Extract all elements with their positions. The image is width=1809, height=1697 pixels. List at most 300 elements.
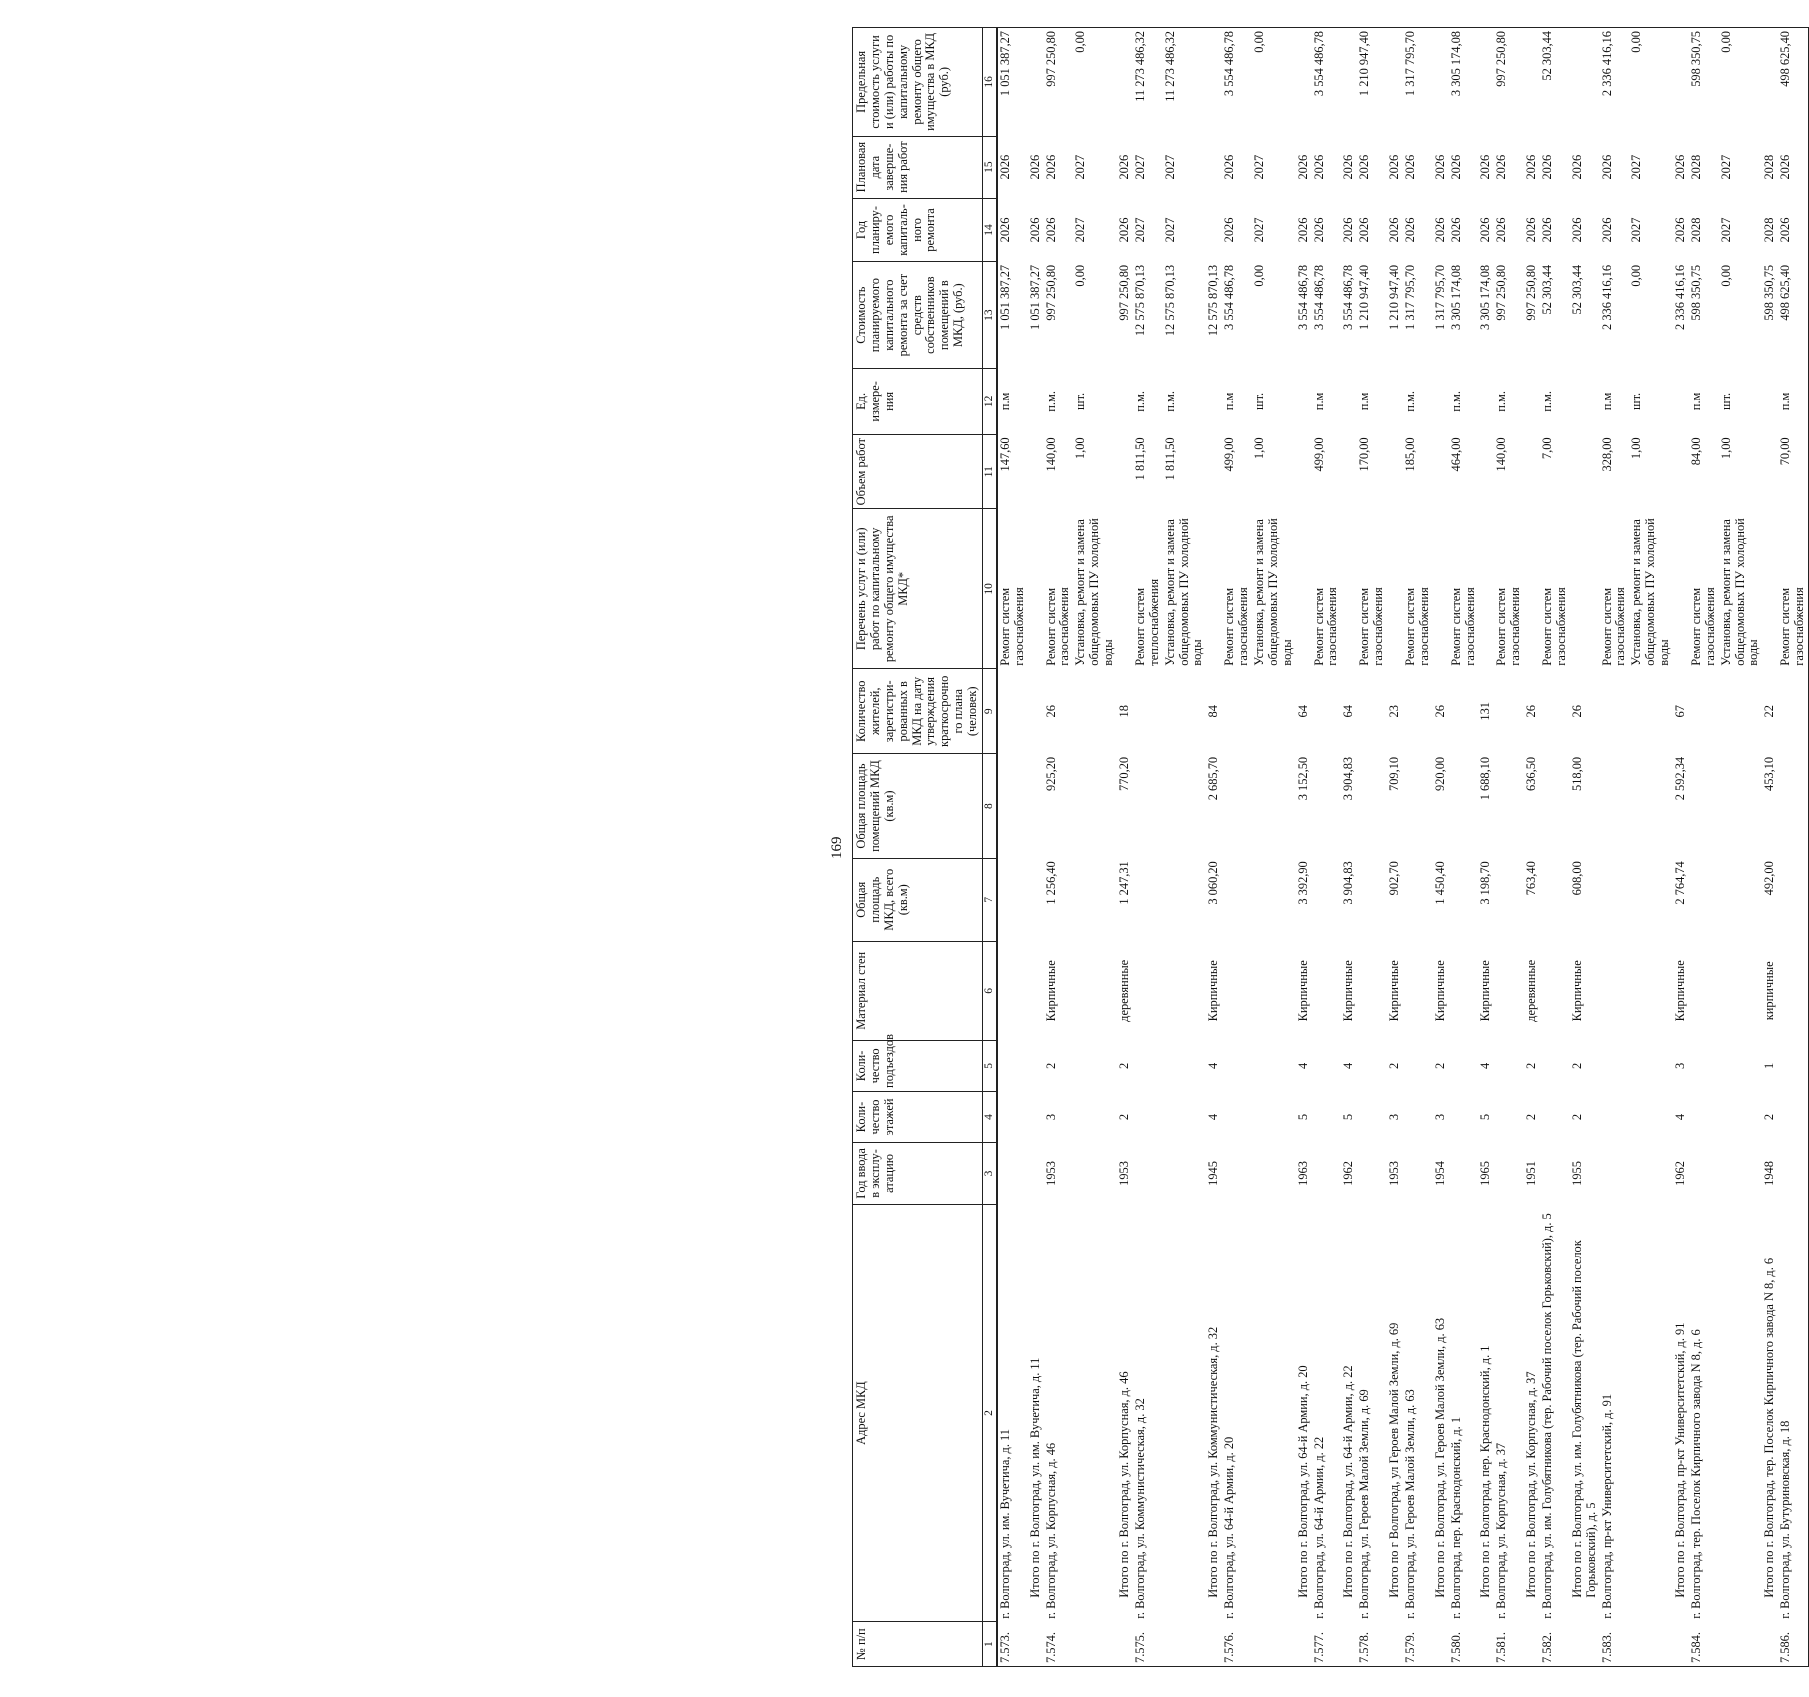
limit-cost (1341, 28, 1357, 137)
total-area (1719, 858, 1763, 941)
repair-year: 2026 (1478, 217, 1493, 243)
work-volume: 1,00 (1629, 437, 1644, 460)
repair-year: 2026 (1569, 217, 1584, 243)
year-built (1222, 1143, 1252, 1205)
address (1719, 1204, 1763, 1621)
premises-area (1600, 754, 1630, 858)
planned-cost: 997 250,80 (1494, 264, 1509, 321)
planned-cost: 3 305 174,08 (1448, 264, 1463, 330)
repair-year: 2027 (1073, 217, 1088, 243)
unit: п.м. (1494, 391, 1509, 412)
table-row (1357, 28, 1387, 1667)
planned-cost: 2 336 416,16 (1672, 264, 1687, 330)
year-built (997, 1143, 1028, 1205)
row-number: 7.579. (1403, 1622, 1433, 1667)
table-row (1222, 28, 1252, 1667)
row-number: 7.575. (1133, 1622, 1163, 1667)
wall-material (1689, 941, 1719, 1040)
address: Итого по г. Волгоград, пр-кт Университетский, д. 91 (1672, 1322, 1687, 1598)
row-number (1073, 1622, 1117, 1667)
planned-cost: 3 554 486,78 (1222, 264, 1237, 330)
total-area: 763,40 (1524, 861, 1539, 896)
planned-cost: 3 305 174,08 (1478, 264, 1493, 330)
repair-year: 2026 (1524, 217, 1539, 243)
repair-year: 2026 (1599, 217, 1614, 243)
year-built (1494, 1143, 1524, 1205)
completion-date: 2026 (1599, 154, 1614, 180)
residents (1449, 669, 1479, 754)
subtotal-row (1028, 28, 1044, 1667)
premises-area (1312, 754, 1342, 858)
planned-cost: 0,00 (1629, 264, 1644, 287)
column-header: Количество жителей, зарегистри-рованных в МКД на дату утверждения краткосрочно го плана (человек) (853, 669, 983, 754)
column-number: 12 (983, 368, 997, 434)
year-built: 1962 (1672, 1161, 1687, 1186)
floors: 4 (1672, 1113, 1687, 1121)
year-built: 1953 (1387, 1161, 1402, 1186)
limit-cost: 3 554 486,78 (1222, 28, 1252, 137)
entrances: 2 (1043, 1062, 1058, 1069)
total-area (1540, 858, 1570, 941)
premises-area: 636,50 (1524, 756, 1539, 791)
address: Итого по г. Волгоград, ул. Корпусная, д. 46 (1117, 1371, 1132, 1598)
floors (1540, 1091, 1570, 1142)
table-row (997, 28, 1028, 1667)
row-number (1117, 1622, 1133, 1667)
address: Итого по г. Волгоград, ул. Коммунистическая, д. 32 (1206, 1326, 1221, 1598)
work-volume: 170,00 (1357, 437, 1372, 472)
work-type: Установка, ремонт и замена общедомовых ПУ холодной воды (1162, 518, 1205, 666)
limit-cost (1762, 28, 1778, 137)
unit (1387, 368, 1403, 434)
premises-area (1449, 754, 1479, 858)
year-built: 1948 (1762, 1161, 1777, 1186)
column-number: 2 (983, 1204, 997, 1621)
unit: п.м (997, 392, 1012, 411)
premises-area: 709,10 (1387, 756, 1402, 791)
wall-material (1449, 941, 1479, 1040)
address: г. Волгоград, ул. Корпусная, д. 37 (1494, 1442, 1509, 1619)
entrances (1222, 1040, 1252, 1091)
total-area (1222, 858, 1252, 941)
premises-area (1133, 754, 1163, 858)
year-built (1778, 1143, 1808, 1205)
repair-year: 2026 (1117, 217, 1132, 243)
page-number: 169 (829, 836, 845, 859)
completion-date: 2026 (1448, 154, 1463, 180)
subtotal-row (1524, 28, 1540, 1667)
planned-cost: 598 350,75 (1688, 264, 1703, 321)
entrances (1312, 1040, 1342, 1091)
table-row (1778, 28, 1808, 1667)
work-volume (1206, 434, 1222, 509)
work-volume: 140,00 (1043, 437, 1058, 472)
row-number: 7.578. (1357, 1622, 1387, 1667)
planned-cost: 1 210 947,40 (1357, 264, 1372, 330)
column-header: Год ввода в эксплу-атацию (853, 1143, 983, 1205)
floors (1163, 1091, 1207, 1142)
unit: шт. (1629, 392, 1644, 410)
column-number: 6 (983, 941, 997, 1040)
entrances: 4 (1341, 1062, 1356, 1069)
residents (1778, 669, 1808, 754)
entrances (1540, 1040, 1570, 1091)
limit-cost (1117, 28, 1133, 137)
residents (1357, 669, 1387, 754)
work-type (1762, 509, 1778, 669)
limit-cost (1387, 28, 1403, 137)
residents: 26 (1569, 705, 1584, 718)
work-volume (1387, 434, 1403, 509)
completion-date: 2026 (1524, 154, 1539, 180)
work-type: Установка, ремонт и замена общедомовых ПУ холодной воды (1252, 518, 1294, 666)
limit-cost: 0,00 (1629, 28, 1673, 137)
completion-date: 2026 (1357, 154, 1372, 180)
repair-year: 2026 (1387, 217, 1402, 243)
work-volume: 328,00 (1599, 437, 1614, 472)
premises-area (1252, 754, 1296, 858)
residents: 26 (1043, 705, 1058, 718)
entrances: 3 (1672, 1062, 1687, 1069)
row-number (1387, 1622, 1403, 1667)
column-header: Объем работ (853, 434, 983, 509)
limit-cost (1433, 28, 1449, 137)
work-volume (1673, 434, 1689, 509)
repair-year: 2026 (1311, 217, 1326, 243)
entrances: 2 (1524, 1062, 1539, 1069)
repair-year: 2026 (1672, 217, 1687, 243)
wall-material: Кирпичные (1672, 960, 1687, 1022)
limit-cost (1478, 28, 1494, 137)
premises-area (1403, 754, 1433, 858)
planned-cost: 3 554 486,78 (1295, 264, 1310, 330)
row-number: 7.574. (1044, 1622, 1074, 1667)
total-area: 608,00 (1569, 861, 1584, 896)
unit: шт. (1073, 392, 1088, 410)
unit (1341, 368, 1357, 434)
repair-year: 2026 (1402, 217, 1417, 243)
work-volume: 185,00 (1402, 437, 1417, 472)
row-number: 7.582. (1540, 1622, 1570, 1667)
address: Итого по г. Волгоград, ул. им. Вучетича, д. 11 (1027, 1357, 1042, 1598)
total-area (1252, 858, 1296, 941)
floors: 2 (1117, 1113, 1132, 1121)
completion-date: 2026 (1341, 154, 1356, 180)
floors: 2 (1524, 1113, 1539, 1121)
residents (1403, 669, 1433, 754)
row-number (1673, 1622, 1689, 1667)
floors (1133, 1091, 1163, 1142)
limit-cost (1296, 28, 1312, 137)
year-built (1163, 1143, 1207, 1205)
entrances: 4 (1206, 1062, 1221, 1069)
work-volume: 1,00 (1073, 437, 1088, 460)
column-header: Стоимость планируемого капитального ремонта за счет средств собственников помещений в МКД, (руб.) (853, 262, 983, 368)
year-built: 1963 (1295, 1161, 1310, 1186)
repair-year: 2026 (1341, 217, 1356, 243)
row-number (1028, 1622, 1044, 1667)
wall-material (997, 941, 1028, 1040)
year-built: 1955 (1569, 1161, 1584, 1186)
address: г. Волгоград, тер. Поселок Кирпичного завода N 8, д. 6 (1688, 1329, 1703, 1619)
work-volume (1524, 434, 1540, 509)
repair-year: 2026 (1222, 217, 1237, 243)
row-number: 7.581. (1494, 1622, 1524, 1667)
wall-material: Кирпичные (1478, 960, 1493, 1022)
work-type (1117, 509, 1133, 669)
total-area: 3 060,20 (1206, 861, 1221, 905)
work-type: Установка, ремонт и замена общедомовых ПУ холодной воды (1629, 518, 1672, 666)
column-number: 5 (983, 1040, 997, 1091)
entrances (1252, 1040, 1296, 1091)
planned-cost: 997 250,80 (1524, 264, 1539, 321)
wall-material (1403, 941, 1433, 1040)
work-type (1387, 509, 1403, 669)
address (1629, 1204, 1673, 1621)
total-area: 902,70 (1387, 861, 1402, 896)
work-volume (1341, 434, 1357, 509)
entrances: 4 (1295, 1062, 1310, 1069)
completion-date: 2026 (1402, 154, 1417, 180)
wall-material (1073, 941, 1117, 1040)
address: Итого по г. Волгоград, ул. 64-й Армии, д. 22 (1341, 1365, 1356, 1598)
work-type (1524, 509, 1540, 669)
repair-year: 2027 (1132, 217, 1147, 243)
work-type (1673, 509, 1689, 669)
work-type (1341, 509, 1357, 669)
table-row (1449, 28, 1479, 1667)
floors (1028, 1091, 1044, 1142)
limit-cost: 1 317 795,70 (1403, 28, 1433, 137)
planned-cost: 52 303,44 (1569, 264, 1584, 315)
residents: 131 (1478, 701, 1493, 721)
entrances: 2 (1569, 1062, 1584, 1069)
column-number: 11 (983, 434, 997, 509)
wall-material: Кирпичные (1295, 960, 1310, 1022)
floors: 3 (1387, 1113, 1402, 1121)
header-row (853, 28, 983, 1667)
completion-date: 2026 (1043, 154, 1058, 180)
premises-area: 1 688,10 (1478, 756, 1493, 801)
premises-area: 770,20 (1117, 756, 1132, 791)
column-number: 10 (983, 509, 997, 669)
unit: п.м. (1539, 391, 1554, 412)
unit: п.м. (1402, 391, 1417, 412)
entrances: 2 (1387, 1062, 1402, 1069)
row-number: 7.573. (997, 1622, 1028, 1667)
planned-cost: 3 554 486,78 (1341, 264, 1356, 330)
unit: шт. (1718, 392, 1733, 410)
entrances (1600, 1040, 1630, 1091)
work-volume: 7,00 (1539, 437, 1554, 460)
total-area (1357, 858, 1387, 941)
entrances (1494, 1040, 1524, 1091)
work-volume (1028, 434, 1044, 509)
wall-material (1719, 941, 1763, 1040)
address: г. Волгоград, ул. Коммунистическая, д. 32 (1132, 1398, 1147, 1619)
premises-area (1494, 754, 1524, 858)
work-type: Ремонт систем газоснабжения (1357, 587, 1386, 666)
subtotal-row (1117, 28, 1133, 1667)
row-number (1433, 1622, 1449, 1667)
address: г. Волгоград, ул. Героев Малой Земли, д. 63 (1402, 1389, 1417, 1619)
total-area (1028, 858, 1044, 941)
repair-year: 2026 (1027, 217, 1042, 243)
work-type: Ремонт систем газоснабжения (1539, 587, 1568, 666)
year-built (1073, 1143, 1117, 1205)
year-built (1629, 1143, 1673, 1205)
wall-material (1252, 941, 1296, 1040)
total-area: 3 904,83 (1341, 861, 1356, 905)
floors: 2 (1569, 1113, 1584, 1121)
table-row (1252, 28, 1296, 1667)
residents: 26 (1432, 705, 1447, 718)
repair-year: 2027 (1162, 217, 1177, 243)
year-built (1449, 1143, 1479, 1205)
row-number (1163, 1622, 1207, 1667)
wall-material: кирпичные (1762, 961, 1777, 1021)
limit-cost: 0,00 (1073, 28, 1117, 137)
address (1073, 1204, 1117, 1621)
residents (1028, 669, 1044, 754)
completion-date: 2026 (1778, 136, 1808, 198)
floors (1252, 1091, 1296, 1142)
wall-material (1600, 941, 1630, 1040)
wall-material: Кирпичные (1341, 960, 1356, 1022)
row-number (1629, 1622, 1673, 1667)
address: г. Волгоград, ул. Бутуриновская, д. 18 (1778, 1204, 1808, 1621)
work-volume: 1 811,50 (1132, 437, 1147, 481)
year-built: 1951 (1524, 1161, 1539, 1186)
residents (1600, 669, 1630, 754)
floors (1778, 1091, 1808, 1142)
table-row (1494, 28, 1524, 1667)
column-number: 16 (983, 28, 997, 137)
work-volume (1478, 434, 1494, 509)
capital-repair-table (852, 27, 1809, 1667)
limit-cost: 997 250,80 (1494, 28, 1524, 137)
column-number: 4 (983, 1091, 997, 1142)
unit: п.м (1688, 392, 1703, 411)
subtotal-row (1433, 28, 1449, 1667)
entrances (1449, 1040, 1479, 1091)
residents: 23 (1387, 705, 1402, 718)
wall-material (1312, 941, 1342, 1040)
subtotal-row (1341, 28, 1357, 1667)
table-body (997, 28, 1809, 1667)
planned-cost: 1 051 387,27 (1027, 264, 1042, 330)
subtotal-row (1673, 28, 1689, 1667)
floors (1494, 1091, 1524, 1142)
premises-area (1028, 754, 1044, 858)
limit-cost: 2 336 416,16 (1600, 28, 1630, 137)
work-type: Ремонт систем газоснабжения (1778, 509, 1808, 669)
floors: 2 (1762, 1113, 1777, 1121)
address: Итого по г. Волгоград, тер. Поселок Кирпичного завода N 8, д. 6 (1762, 1257, 1777, 1598)
entrances (1403, 1040, 1433, 1091)
work-volume: 1,00 (1718, 437, 1733, 460)
completion-date: 2026 (1117, 154, 1132, 180)
column-header: Ед. измере-ния (853, 368, 983, 434)
entrances: 2 (1117, 1062, 1132, 1069)
column-header: Материал стен (853, 941, 983, 1040)
floors (997, 1091, 1028, 1142)
residents (1133, 669, 1163, 754)
unit: п.м (1599, 392, 1614, 411)
wall-material (1629, 941, 1673, 1040)
wall-material: Кирпичные (1569, 960, 1584, 1022)
total-area (1163, 858, 1207, 941)
floors (1629, 1091, 1673, 1142)
planned-cost: 498 625,40 (1778, 262, 1808, 368)
work-volume (1762, 434, 1778, 509)
entrances (1778, 1040, 1808, 1091)
repair-year: 2027 (1252, 217, 1267, 243)
unit: п.м. (1043, 391, 1058, 412)
floors: 3 (1043, 1113, 1058, 1121)
unit (1524, 368, 1540, 434)
residents: 64 (1341, 705, 1356, 718)
residents (1719, 669, 1763, 754)
address: г. Волгоград, пр-кт Университетский, д. 91 (1599, 1393, 1614, 1619)
table-row (1540, 28, 1570, 1667)
repair-year: 2026 (1778, 198, 1808, 262)
residents (1222, 669, 1252, 754)
limit-cost: 3 305 174,08 (1449, 28, 1479, 137)
column-header: Перечень услуг и (или) работ по капитальному ремонту общего имущества МКД* (853, 509, 983, 669)
column-number-row (983, 28, 997, 1667)
row-number (1762, 1622, 1778, 1667)
address: Итого по г. Волгоград, ул. 64-й Армии, д. 20 (1295, 1365, 1310, 1598)
completion-date: 2027 (1629, 154, 1644, 180)
unit: п.м. (1132, 391, 1147, 412)
column-number: 7 (983, 858, 997, 941)
planned-cost: 0,00 (1718, 264, 1733, 287)
work-type: Ремонт систем газоснабжения (1494, 587, 1523, 666)
residents: 84 (1206, 705, 1221, 718)
year-built (1028, 1143, 1044, 1205)
unit (1570, 368, 1600, 434)
planned-cost: 3 554 486,78 (1311, 264, 1326, 330)
address: Итого по г. Волгоград, ул. Героев Малой Земли, д. 63 (1432, 1317, 1447, 1598)
total-area (997, 858, 1028, 941)
row-number (1252, 1622, 1296, 1667)
completion-date: 2026 (1569, 154, 1584, 180)
wall-material: деревянные (1117, 959, 1132, 1022)
column-header: Коли-чество подъездов (853, 1040, 983, 1091)
planned-cost: 997 250,80 (1043, 264, 1058, 321)
year-built: 1965 (1478, 1161, 1493, 1186)
work-type: Ремонт систем газоснабжения (997, 587, 1026, 666)
address: Итого по г. Волгоград, пер. Краснодонский, д. 1 (1478, 1345, 1493, 1598)
total-area (1312, 858, 1342, 941)
floors (1449, 1091, 1479, 1142)
year-built (1133, 1143, 1163, 1205)
limit-cost: 997 250,80 (1044, 28, 1074, 137)
work-type (1478, 509, 1494, 669)
year-built (1600, 1143, 1630, 1205)
unit: п.м (1357, 392, 1372, 411)
column-header: Общая площадь помещений МКД (кв.м) (853, 754, 983, 858)
total-area: 1 247,31 (1117, 861, 1132, 905)
completion-date: 2027 (1073, 154, 1088, 180)
work-volume: 147,60 (997, 437, 1012, 472)
limit-cost: 498 625,40 (1778, 28, 1808, 137)
planned-cost: 12 575 870,13 (1162, 264, 1177, 337)
work-type: Ремонт систем газоснабжения (1448, 587, 1477, 666)
work-type (1206, 509, 1222, 669)
premises-area: 925,20 (1043, 756, 1058, 791)
